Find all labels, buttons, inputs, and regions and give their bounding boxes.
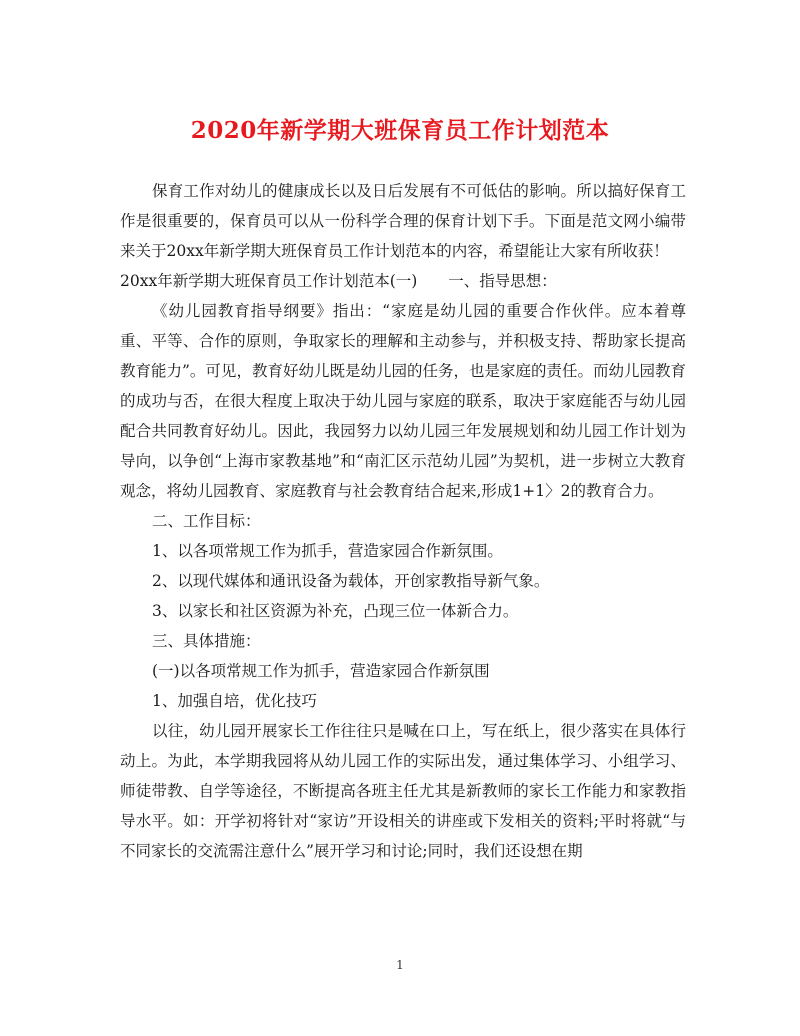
self-training-paragraph: 以往，幼儿园开展家长工作往往只是喊在口上，写在纸上，很少落实在具体行动上。为此，本学期我园将从幼儿园工作的实际出发，通过集体学习、小组学习、师徒带教、自学等途径，不断提高各班主任尤其是新教师的家长工作能力和家教指导水平。如：开学初将针对“家访”开设相关的讲座或下发相关的资料;平时将就“与不同家长的交流需注意什么”展开学习和讨论;同时，我们还设想在期 [120, 722, 686, 860]
guiding-thought-paragraph: 《幼儿园教育指导纲要》指出：“家庭是幼儿园的重要合作伙伴。应本着尊重、平等、合作的原则，争取家长的理解和主动参与，并积极支持、帮助家长提高教育能力”。可见，教育好幼儿既是幼儿园的任务，也是家庭的责任。而幼儿园教育的成功与否，在很大程度上取决于幼儿园与家庭的联系，取决于家庭能否与幼儿园配合共同教育好幼儿。因此，我园努力以幼儿园三年发展规划和幼儿园工作计划为导向，以争创“上海市家教基地”和“南汇区示范幼儿园”为契机，进一步树立大教育观念，将幼儿园教育、家庭教育与社会教育结合起来,形成1+1〉2的教育合力。 [120, 302, 686, 500]
page-number: 1 [396, 958, 404, 972]
subheading-measure-one: (一)以各项常规工作为抓手，营造家园合作新氛围 [152, 662, 490, 680]
document-title: 2020年新学期大班保育员工作计划范本 [190, 117, 610, 144]
intro-paragraph: 保育工作对幼儿的健康成长以及日后发展有不可低估的影响。所以搞好保育工作是很重要的，保育员可以从一份科学合理的保育计划下手。下面是范文网小编带来关于20xx年新学期大班保育员工作计划范本的内容，希望能让大家有所收获！ [120, 182, 686, 260]
section-heading-plan-one: 20xx年新学期大班保育员工作计划范本(一) 一、指导思想： [120, 272, 557, 290]
goal-item-1: 1、以各项常规工作为抓手，营造家园合作新氛围。 [152, 542, 503, 560]
goal-item-2: 2、以现代媒体和通讯设备为载体，开创家教指导新气象。 [152, 572, 550, 590]
goal-item-3: 3、以家长和社区资源为补充，凸现三位一体新合力。 [152, 602, 519, 620]
document-body [120, 176, 686, 866]
heading-measures: 三、具体措施： [152, 632, 261, 650]
heading-work-goals: 二、工作目标： [152, 512, 261, 530]
subheading-self-training: 1、加强自培，优化技巧 [152, 692, 317, 710]
